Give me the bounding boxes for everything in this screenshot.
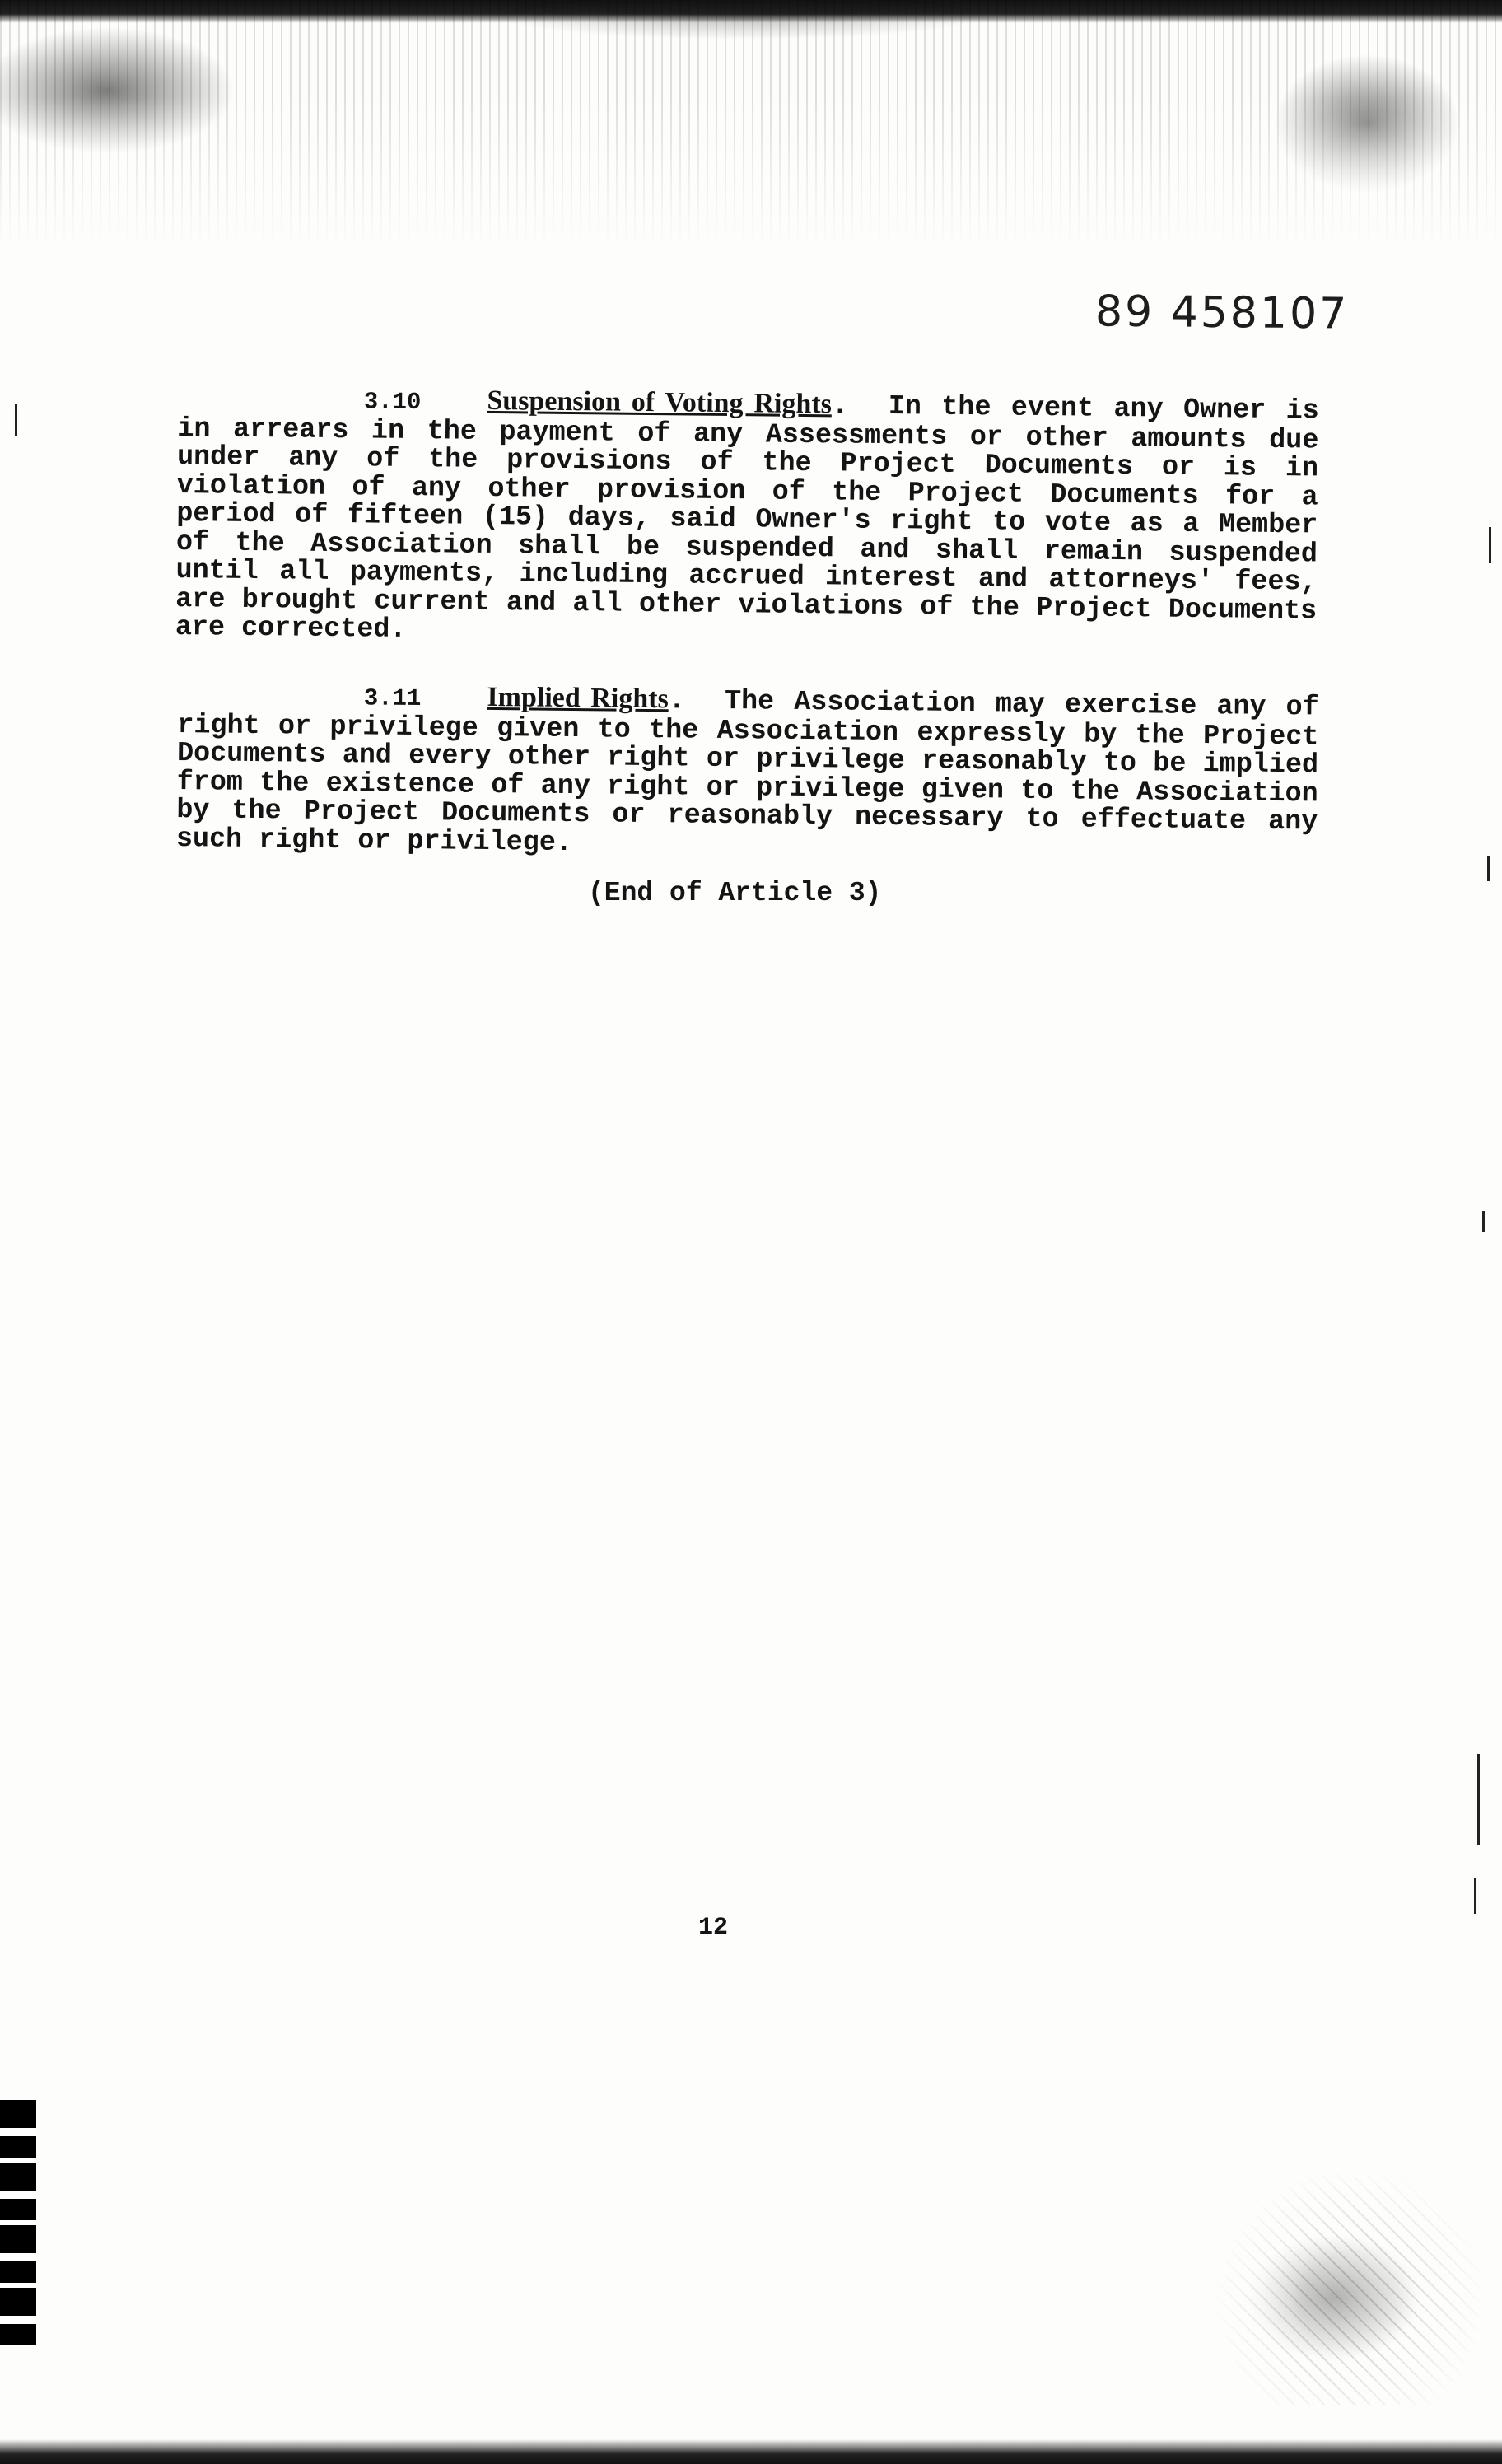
- scan-noise-bottom: [1202, 2174, 1499, 2405]
- section-number: 3.10: [363, 388, 422, 417]
- end-of-article-note: (End of Article 3): [588, 878, 882, 908]
- section-3-11: 3.11 Implied Rights. The Association may exercise any of right or privilege given to the Association expressly by the Project Documents and every other right or privilege reasonably to be implied from the existence of any right or privilege given to the Association by the Project Documents or reasonably necessary to effectuate any such right or privilege.: [175, 681, 1319, 859]
- page-number: 12: [698, 1914, 729, 1942]
- scan-edge-mark: [1487, 856, 1490, 881]
- section-body: The Association may exercise any of right or privilege given to the Association expressly by the Project Documents and every other right or privilege reasonably to be implied from the existence of any right or privilege given to the Association by the Project Documents or reasonably necessary to effectuate any such right or privilege.: [175, 685, 1319, 859]
- scan-left-marks: [0, 2100, 36, 2347]
- section-number: 3.11: [363, 684, 422, 713]
- scan-edge-mark: [1482, 1211, 1485, 1232]
- scan-edge-mark: [1474, 1878, 1476, 1914]
- scan-edge-mark: [1477, 1754, 1480, 1845]
- section-title: Suspension of Voting Rights: [487, 385, 833, 420]
- scan-edge-mark: [15, 404, 17, 436]
- document-number: 89 458107: [1094, 287, 1350, 339]
- scan-bottom-border: [0, 2439, 1502, 2464]
- section-title: Implied Rights: [487, 681, 669, 715]
- section-3-10: 3.10 Suspension of Voting Rights. In the event any Owner is in arrears in the payment of any Assessments or other amounts due under any of the provisions of the Project Documents or is in violation of any other provision of the Project Documents for a period of fifteen (15) days, said Owner's right to vote as a Member of the Association shall be suspended and shall remain suspended until all payments, including accrued interest and attorneys' fees, are brought current and all other violations of the Project Documents are corrected.: [175, 385, 1319, 646]
- section-body: In the event any Owner is in arrears in the payment of any Assessments or other amounts due under any of the provisions of the Project Documents or is in violation of any other provision of the Project Documents for a period of fifteen (15) days, said Owner's right to vote as a Member of the Association shall be suspended and shall remain suspended until all payments, including accrued interest and attorneys' fees, are brought current and all other violations of the Project Documents are corrected.: [175, 391, 1319, 646]
- scan-edge-mark: [1489, 527, 1491, 563]
- scan-noise-top: [0, 0, 1502, 247]
